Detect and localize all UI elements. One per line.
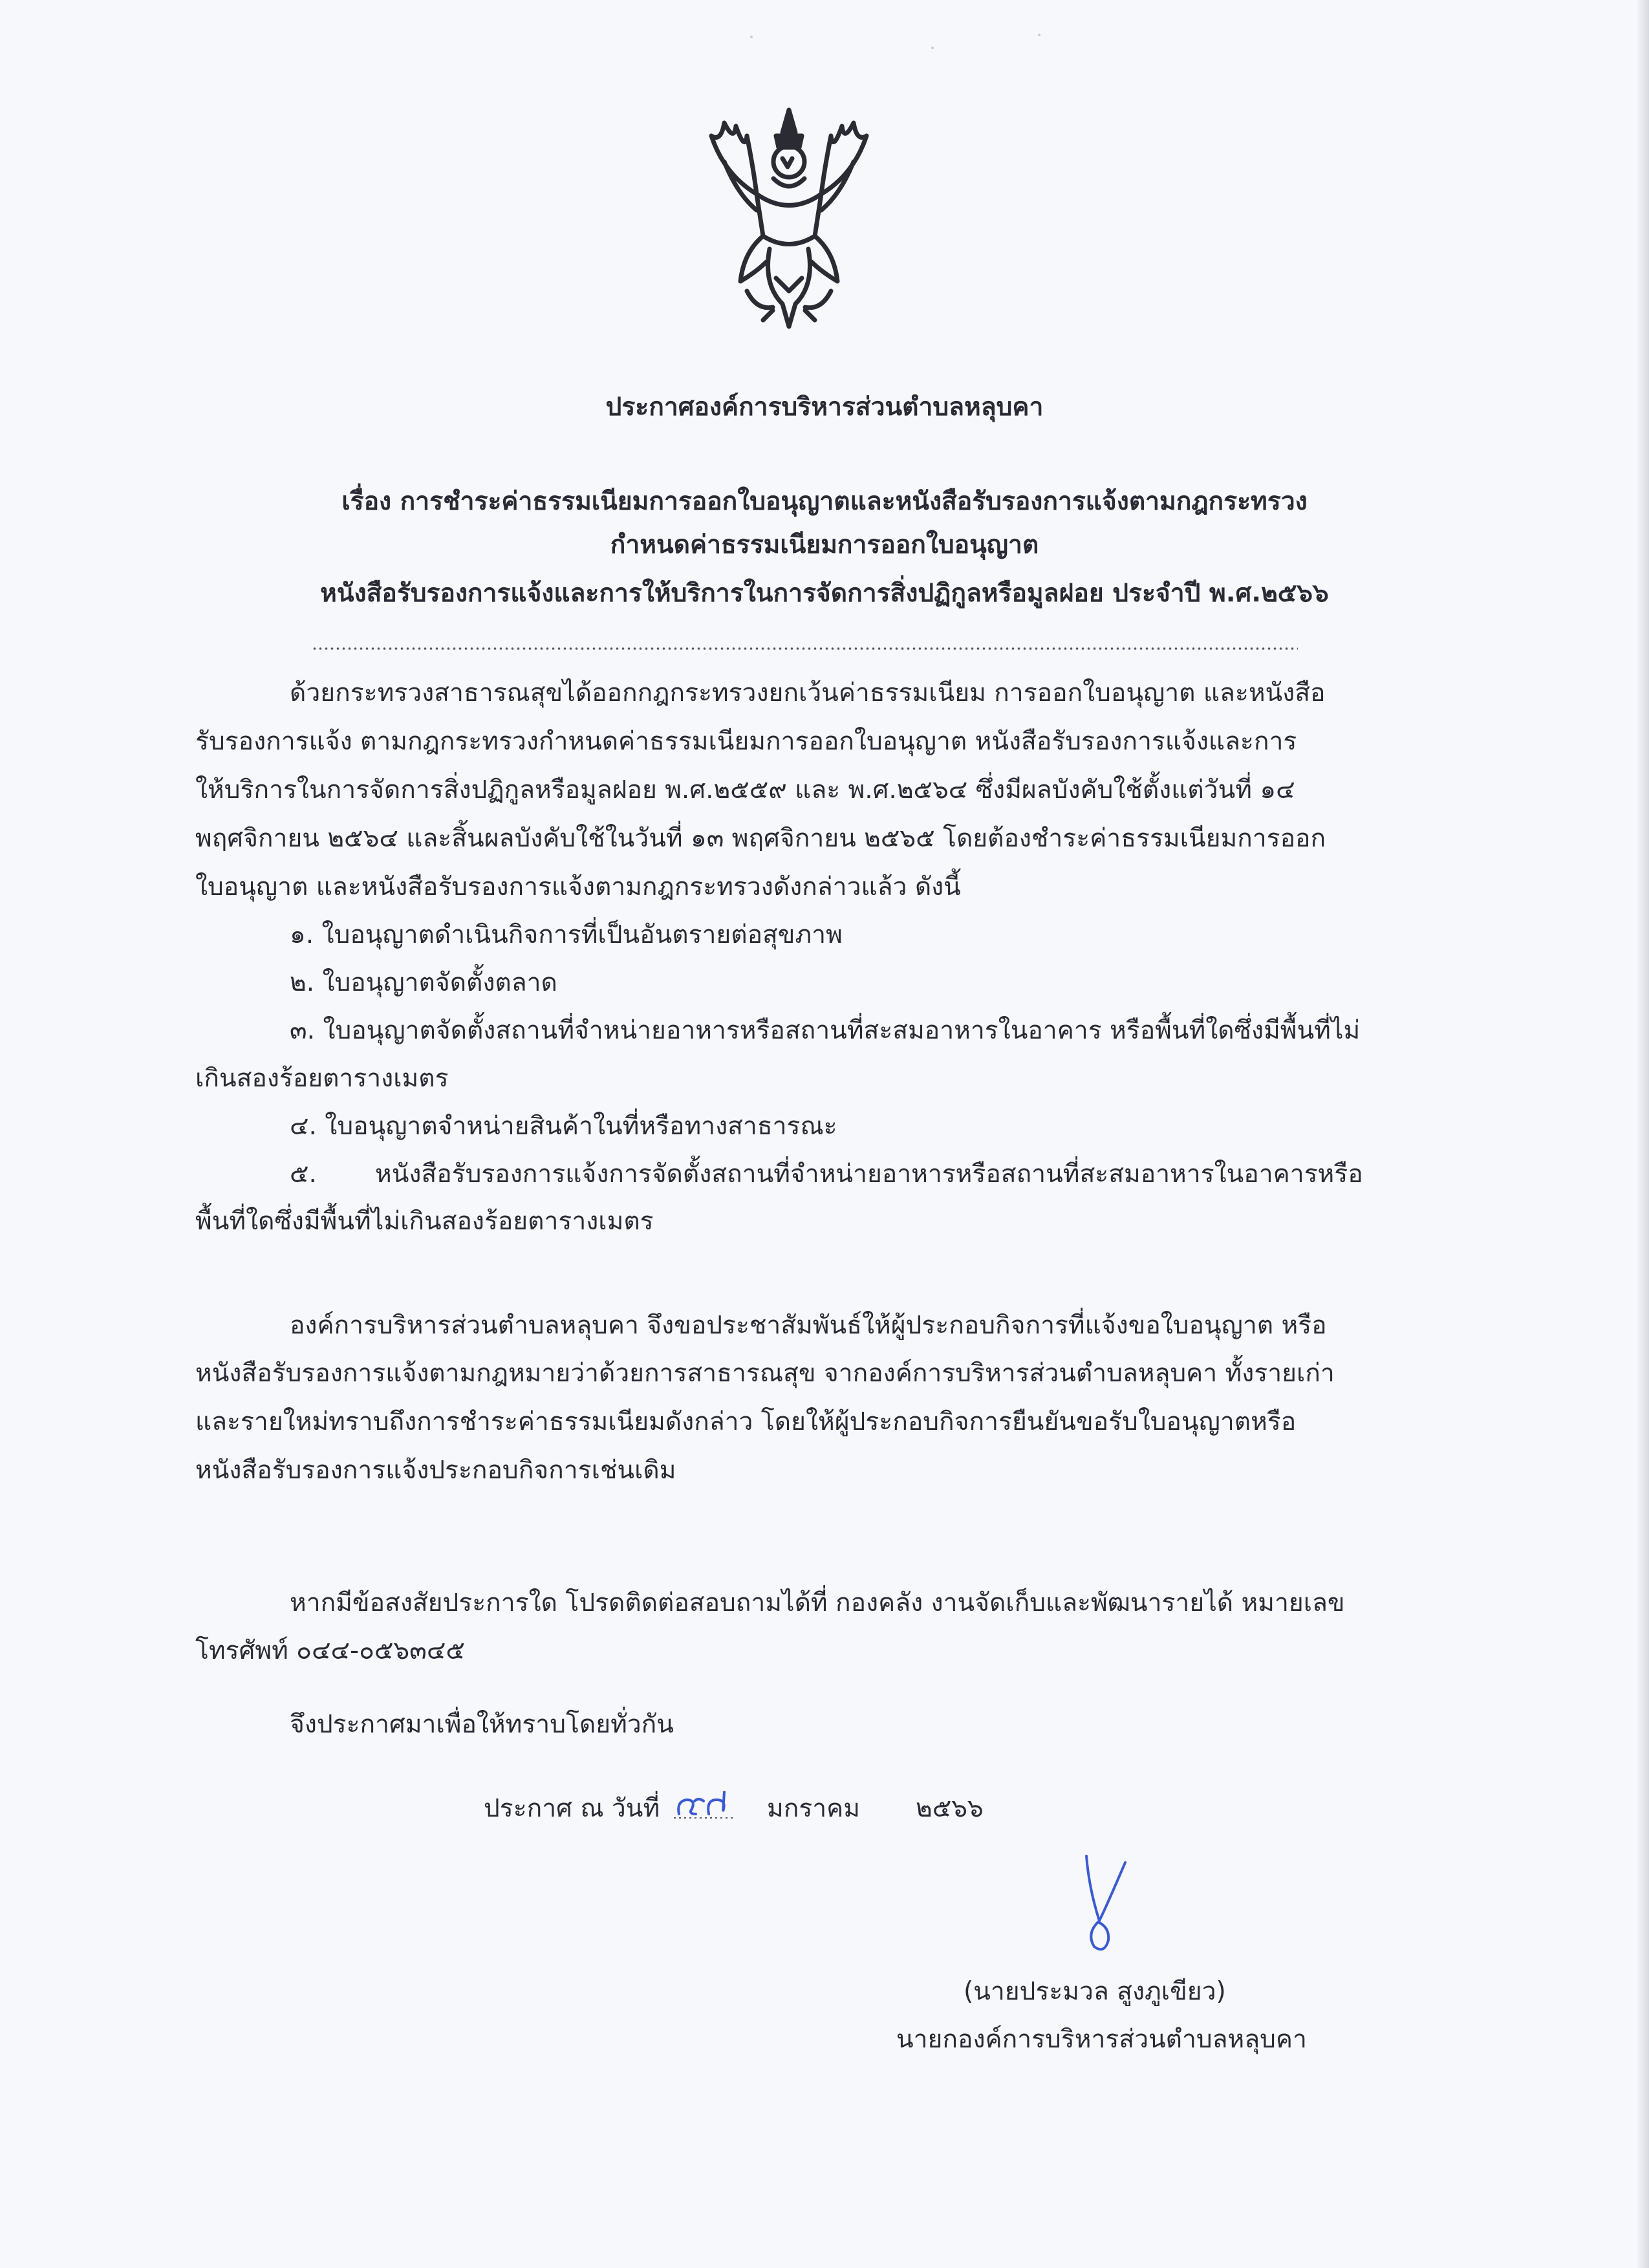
paper-speck <box>931 47 934 49</box>
signatory-position: นายกองค์การบริหารส่วนตำบลหลุบคา <box>896 2025 1307 2054</box>
notice-line: และรายใหม่ทราบถึงการชำระค่าธรรมเนียมดังกล่าว โดยให้ผู้ประกอบกิจการยืนยันขอรับใบอนุญาตหรือ <box>195 1407 1297 1436</box>
paper-speck <box>1038 34 1040 36</box>
date-year: ๒๕๖๖ <box>916 1794 984 1823</box>
list-item-4: ๔. ใบอนุญาตจำหน่ายสินค้าในที่หรือทางสาธารณะ <box>290 1112 837 1141</box>
subject-line-1: เรื่อง การชำระค่าธรรมเนียมการออกใบอนุญาตและหนังสือรับรองการแจ้งตามกฎกระทรวง <box>341 487 1308 516</box>
notice-line: หนังสือรับรองการแจ้งตามกฎหมายว่าด้วยการสาธารณสุข จากองค์การบริหารส่วนตำบลหลุบคา ทั้งรายเก่า <box>195 1359 1335 1388</box>
list-item-3-continuation: เกินสองร้อยตารางเมตร <box>195 1064 449 1093</box>
notice-line: หนังสือรับรองการแจ้งประกอบกิจการเช่นเดิม <box>195 1456 676 1485</box>
closing-statement: จึงประกาศมาเพื่อให้ทราบโดยทั่วกัน <box>290 1710 674 1739</box>
subject-line-3: หนังสือรับรองการแจ้งและการให้บริการในการจัดการสิ่งปฏิกูลหรือมูลฝอย ประจำปี พ.ศ.๒๕๖๖ <box>320 579 1329 608</box>
intro-line: รับรองการแจ้ง ตามกฎกระทรวงกำหนดค่าธรรมเนียมการออกใบอนุญาต หนังสือรับรองการแจ้งและการ <box>195 727 1297 756</box>
contact-phone-line: โทรศัพท์ ๐๔๔-๐๕๖๓๔๕ <box>195 1636 465 1665</box>
list-item-5-continuation: พื้นที่ใดซึ่งมีพื้นที่ไม่เกินสองร้อยตารางเมตร <box>195 1207 654 1236</box>
handwritten-day <box>670 1786 741 1831</box>
date-prefix: ประกาศ ณ วันที่ <box>484 1794 660 1823</box>
garuda-emblem-icon <box>685 97 892 343</box>
intro-line: ด้วยกระทรวงสาธารณสุขได้ออกกฎกระทรวงยกเว้นค่าธรรมเนียม การออกใบอนุญาต และหนังสือ <box>290 678 1326 707</box>
dotted-separator <box>312 647 1298 651</box>
signatory-name: (นายประมวล สูงภูเขียว) <box>964 1977 1226 2006</box>
intro-line: พฤศจิกายน ๒๕๖๔ และสิ้นผลบังคับใช้ในวันที่ ๑๓ พฤศจิกายน ๒๕๖๕ โดยต้องชำระค่าธรรมเนียมการออก <box>195 824 1326 853</box>
list-item-5: หนังสือรับรองการแจ้งการจัดตั้งสถานที่จำหน่ายอาหารหรือสถานที่สะสมอาหารในอาคารหรือ <box>375 1160 1363 1189</box>
issuer-title: ประกาศองค์การบริหารส่วนตำบลหลุบคา <box>605 393 1044 422</box>
notice-line: องค์การบริหารส่วนตำบลหลุบคา จึงขอประชาสัมพันธ์ให้ผู้ประกอบกิจการที่แจ้งขอใบอนุญาต หรือ <box>290 1311 1327 1340</box>
list-item-2: ๒. ใบอนุญาตจัดตั้งตลาด <box>290 968 557 997</box>
signature-mark <box>1067 1850 1158 1966</box>
subject-line-2: กำหนดค่าธรรมเนียมการออกใบอนุญาต <box>610 530 1039 559</box>
intro-line: ใบอนุญาต และหนังสือรับรองการแจ้งตามกฎกระทรวงดังกล่าวแล้ว ดังนี้ <box>195 872 961 902</box>
date-month: มกราคม <box>767 1794 860 1823</box>
list-item-1: ๑. ใบอนุญาตดำเนินกิจการที่เป็นอันตรายต่อสุขภาพ <box>290 920 843 949</box>
list-item-3: ๓. ใบอนุญาตจัดตั้งสถานที่จำหน่ายอาหารหรือสถานที่สะสมอาหารในอาคาร หรือพื้นที่ใดซึ่งมีพื้นที่ไม่ <box>290 1016 1361 1045</box>
list-item-5-number: ๕. <box>290 1160 317 1189</box>
paper-speck <box>750 36 753 38</box>
intro-line: ให้บริการในการจัดการสิ่งปฏิกูลหรือมูลฝอย พ.ศ.๒๕๕๙ และ พ.ศ.๒๕๖๔ ซึ่งมีผลบังคับใช้ตั้งแต่วันที่ ๑๔ <box>195 775 1295 805</box>
contact-line: หากมีข้อสงสัยประการใด โปรดติดต่อสอบถามได้ที่ กองคลัง งานจัดเก็บและพัฒนารายได้ หมายเลข <box>290 1588 1345 1617</box>
page-edge <box>1637 0 1649 2268</box>
